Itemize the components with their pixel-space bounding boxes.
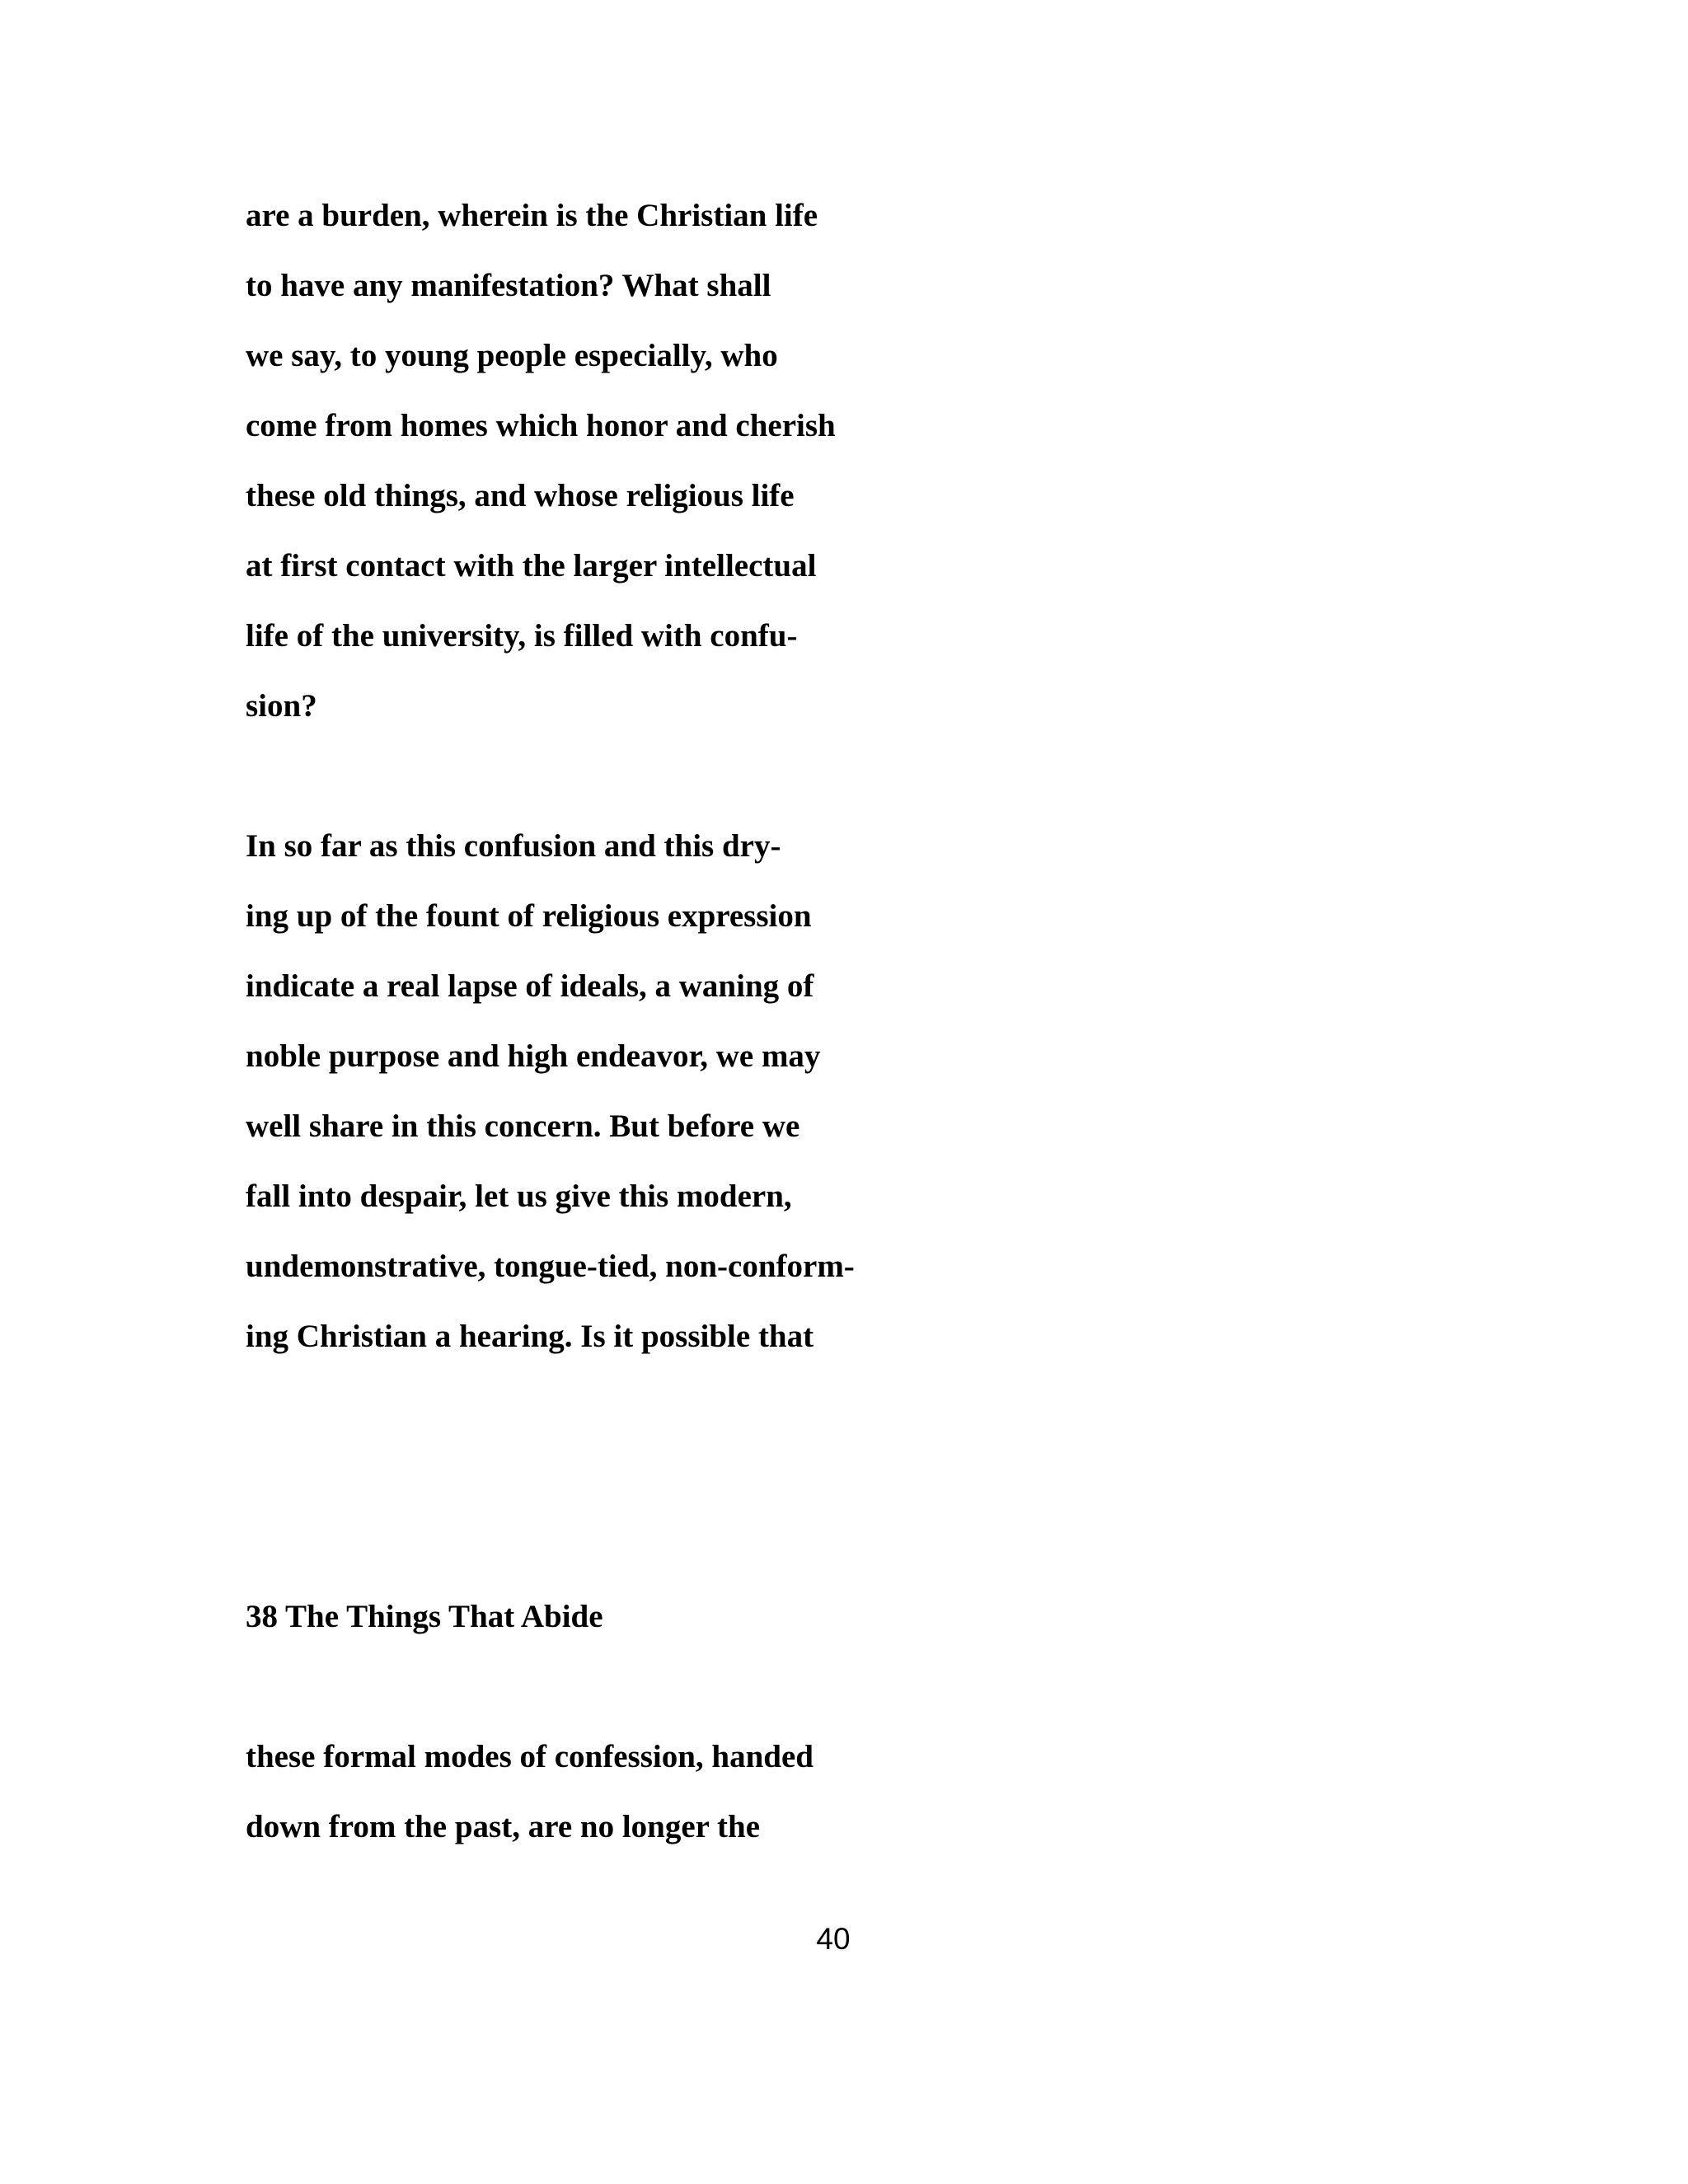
text-line: indicate a real lapse of ideals, a waning of: [246, 968, 814, 1004]
text-line: we say, to young people especially, who: [246, 338, 778, 373]
text-line: these old things, and whose religious life: [246, 478, 795, 513]
text-line: down from the past, are no longer the: [246, 1809, 760, 1844]
text-line: ing up of the fount of religious expression: [246, 898, 812, 934]
text-line: fall into despair, let us give this modern,: [246, 1179, 792, 1214]
running-header: 38 The Things That Abide: [246, 1599, 603, 1634]
text-line: undemonstrative, tongue-tied, non-conform-: [246, 1249, 855, 1284]
text-line: sion?: [246, 688, 317, 724]
text-line: to have any manifestation? What shall: [246, 268, 771, 303]
text-line: come from homes which honor and cherish: [246, 408, 836, 443]
text-line: these formal modes of confession, handed: [246, 1739, 814, 1774]
text-line: are a burden, wherein is the Christian life: [246, 198, 818, 233]
text-line: noble purpose and high endeavor, we may: [246, 1038, 821, 1074]
text-line: life of the university, is filled with confu-: [246, 618, 798, 654]
text-line: at first contact with the larger intellectual: [246, 548, 817, 583]
text-line: well share in this concern. But before we: [246, 1108, 800, 1144]
text-line: ing Christian a hearing. Is it possible that: [246, 1319, 814, 1354]
page-number: 40: [816, 1922, 851, 1956]
text-line: In so far as this confusion and this dry-: [246, 828, 781, 864]
